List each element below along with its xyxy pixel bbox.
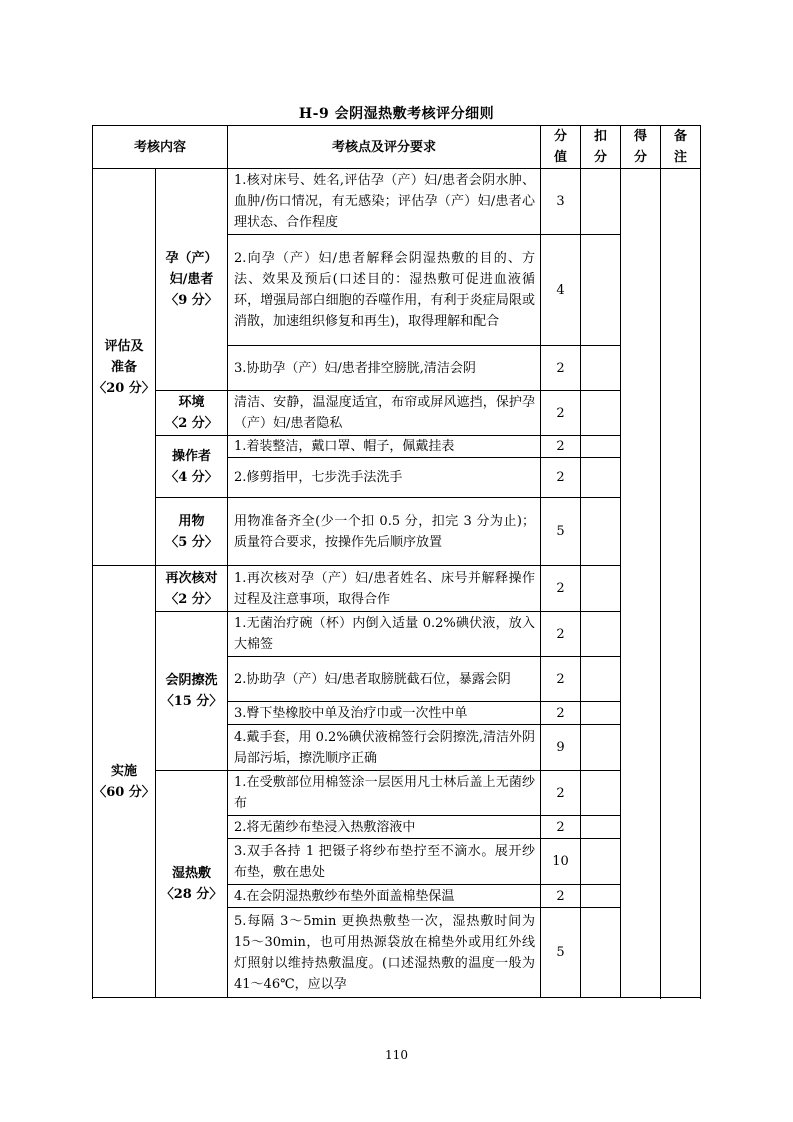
requirement-text: 5.每隔 3～5min 更换热敷垫一次，湿热敷时间为 15～30min，也可用热源袋放在棉垫外或用红外线灯照射以维持热敷温度。(口述湿热敷的温度一般为 41～46℃，应以孕	[228, 908, 541, 998]
requirement-text: 1.在受敷部位用棉签涂一层医用凡士林后盖上无菌纱布	[228, 771, 541, 816]
header-deduct: 扣 分	[581, 126, 621, 169]
document-title: H-9 会阴湿热敷考核评分细则	[298, 106, 495, 122]
score-value: 5	[541, 908, 581, 998]
group-operator: 操作者 〈4 分〉	[156, 436, 228, 498]
deduct-cell[interactable]	[581, 612, 621, 657]
deduct-cell[interactable]	[581, 458, 621, 498]
score-value: 2	[541, 885, 581, 908]
requirement-text: 3.臀下垫橡胶中单及治疗巾或一次性中单	[228, 702, 541, 725]
deduct-cell[interactable]	[581, 346, 621, 391]
requirement-text: 2.协助孕（产）妇/患者取膀胱截石位，暴露会阴	[228, 657, 541, 702]
deduct-cell[interactable]	[581, 885, 621, 908]
requirement-text: 1.无菌治疗碗（杯）内倒入适量 0.2%碘伏液，放入大棉签	[228, 612, 541, 657]
deduct-cell[interactable]	[581, 702, 621, 725]
score-value: 4	[541, 235, 581, 346]
deduct-cell[interactable]	[581, 657, 621, 702]
score-value: 10	[541, 839, 581, 885]
score-value: 2	[541, 771, 581, 816]
score-value: 3	[541, 169, 581, 235]
scoring-table	[92, 125, 701, 998]
deduct-cell[interactable]	[581, 725, 621, 771]
score-value: 5	[541, 498, 581, 566]
deduct-cell[interactable]	[581, 391, 621, 436]
header-score: 分 值	[541, 126, 581, 169]
page-number: 110	[385, 1048, 408, 1062]
table-row	[93, 771, 701, 816]
group-perineal-wash: 会阴擦洗 〈15 分〉	[156, 612, 228, 771]
score-value: 2	[541, 702, 581, 725]
requirement-text: 3.双手各持 1 把镊子将纱布垫拧至不滴水。展开纱布垫，敷在患处	[228, 839, 541, 885]
requirement-text: 1.核对床号、姓名,评估孕（产）妇/患者会阴水肿、血肿/伤口情况，有无感染；评估孕（产）妇/患者心理状态、合作程度	[228, 169, 541, 235]
requirement-text: 3.协助孕（产）妇/患者排空膀胱,清洁会阴	[228, 346, 541, 391]
deduct-cell[interactable]	[581, 436, 621, 458]
table-row	[93, 498, 701, 566]
group-hot-compress: 湿热敷 〈28 分〉	[156, 771, 228, 998]
deduct-cell[interactable]	[581, 566, 621, 612]
table-row	[93, 169, 701, 235]
score-value: 9	[541, 725, 581, 771]
requirement-text: 4.戴手套，用 0.2%碘伏液棉签行会阴擦洗,清洁外阴局部污垢，擦洗顺序正确	[228, 725, 541, 771]
requirement-text: 4.在会阴湿热敷纱布垫外面盖棉垫保温	[228, 885, 541, 908]
deduct-cell[interactable]	[581, 771, 621, 816]
requirement-text: 2.向孕（产）妇/患者解释会阴湿热敷的目的、方法、效果及预后(口述目的：湿热敷可促进血液循环，增强局部白细胞的吞噬作用，有利于炎症局限或消散，加速组织修复和再生)，取得理解和配合	[228, 235, 541, 346]
got-cell[interactable]	[621, 169, 661, 998]
requirement-text: 2.修剪指甲，七步洗手法洗手	[228, 458, 541, 498]
requirement-text: 清洁、安静，温湿度适宜，布帘或屏风遮挡，保护孕（产）妇/患者隐私	[228, 391, 541, 436]
header-got: 得 分	[621, 126, 661, 169]
table-row	[93, 436, 701, 458]
score-value: 2	[541, 436, 581, 458]
note-cell[interactable]	[661, 169, 701, 998]
requirement-text: 1.再次核对孕（产）妇/患者姓名、床号并解释操作过程及注意事项，取得合作	[228, 566, 541, 612]
deduct-cell[interactable]	[581, 169, 621, 235]
header-requirements: 考核点及评分要求	[228, 126, 541, 169]
score-value: 2	[541, 657, 581, 702]
score-value: 2	[541, 566, 581, 612]
requirement-text: 1.着装整洁，戴口罩、帽子，佩戴挂表	[228, 436, 541, 458]
table-row	[93, 612, 701, 657]
header-content: 考核内容	[93, 126, 228, 169]
table-row	[93, 391, 701, 436]
requirement-text: 2.将无菌纱布垫浸入热敷溶液中	[228, 816, 541, 839]
table-row	[93, 566, 701, 612]
score-value: 2	[541, 391, 581, 436]
group-recheck: 再次核对 〈2 分〉	[156, 566, 228, 612]
score-value: 2	[541, 816, 581, 839]
table-header-row	[93, 126, 701, 169]
section-implementation: 实施 〈60 分〉	[93, 566, 156, 998]
deduct-cell[interactable]	[581, 498, 621, 566]
deduct-cell[interactable]	[581, 235, 621, 346]
score-value: 2	[541, 612, 581, 657]
requirement-text: 用物准备齐全(少一个扣 0.5 分，扣完 3 分为止)；质量符合要求，按操作先后顺序放置	[228, 498, 541, 566]
header-note: 备 注	[661, 126, 701, 169]
deduct-cell[interactable]	[581, 908, 621, 998]
group-supplies: 用物 〈5 分〉	[156, 498, 228, 566]
score-value: 2	[541, 458, 581, 498]
group-environment: 环境 〈2 分〉	[156, 391, 228, 436]
deduct-cell[interactable]	[581, 816, 621, 839]
deduct-cell[interactable]	[581, 839, 621, 885]
score-value: 2	[541, 346, 581, 391]
section-assessment: 评估及 准备 〈20 分〉	[93, 169, 156, 566]
group-patient: 孕（产） 妇/患者 〈9 分〉	[156, 169, 228, 391]
